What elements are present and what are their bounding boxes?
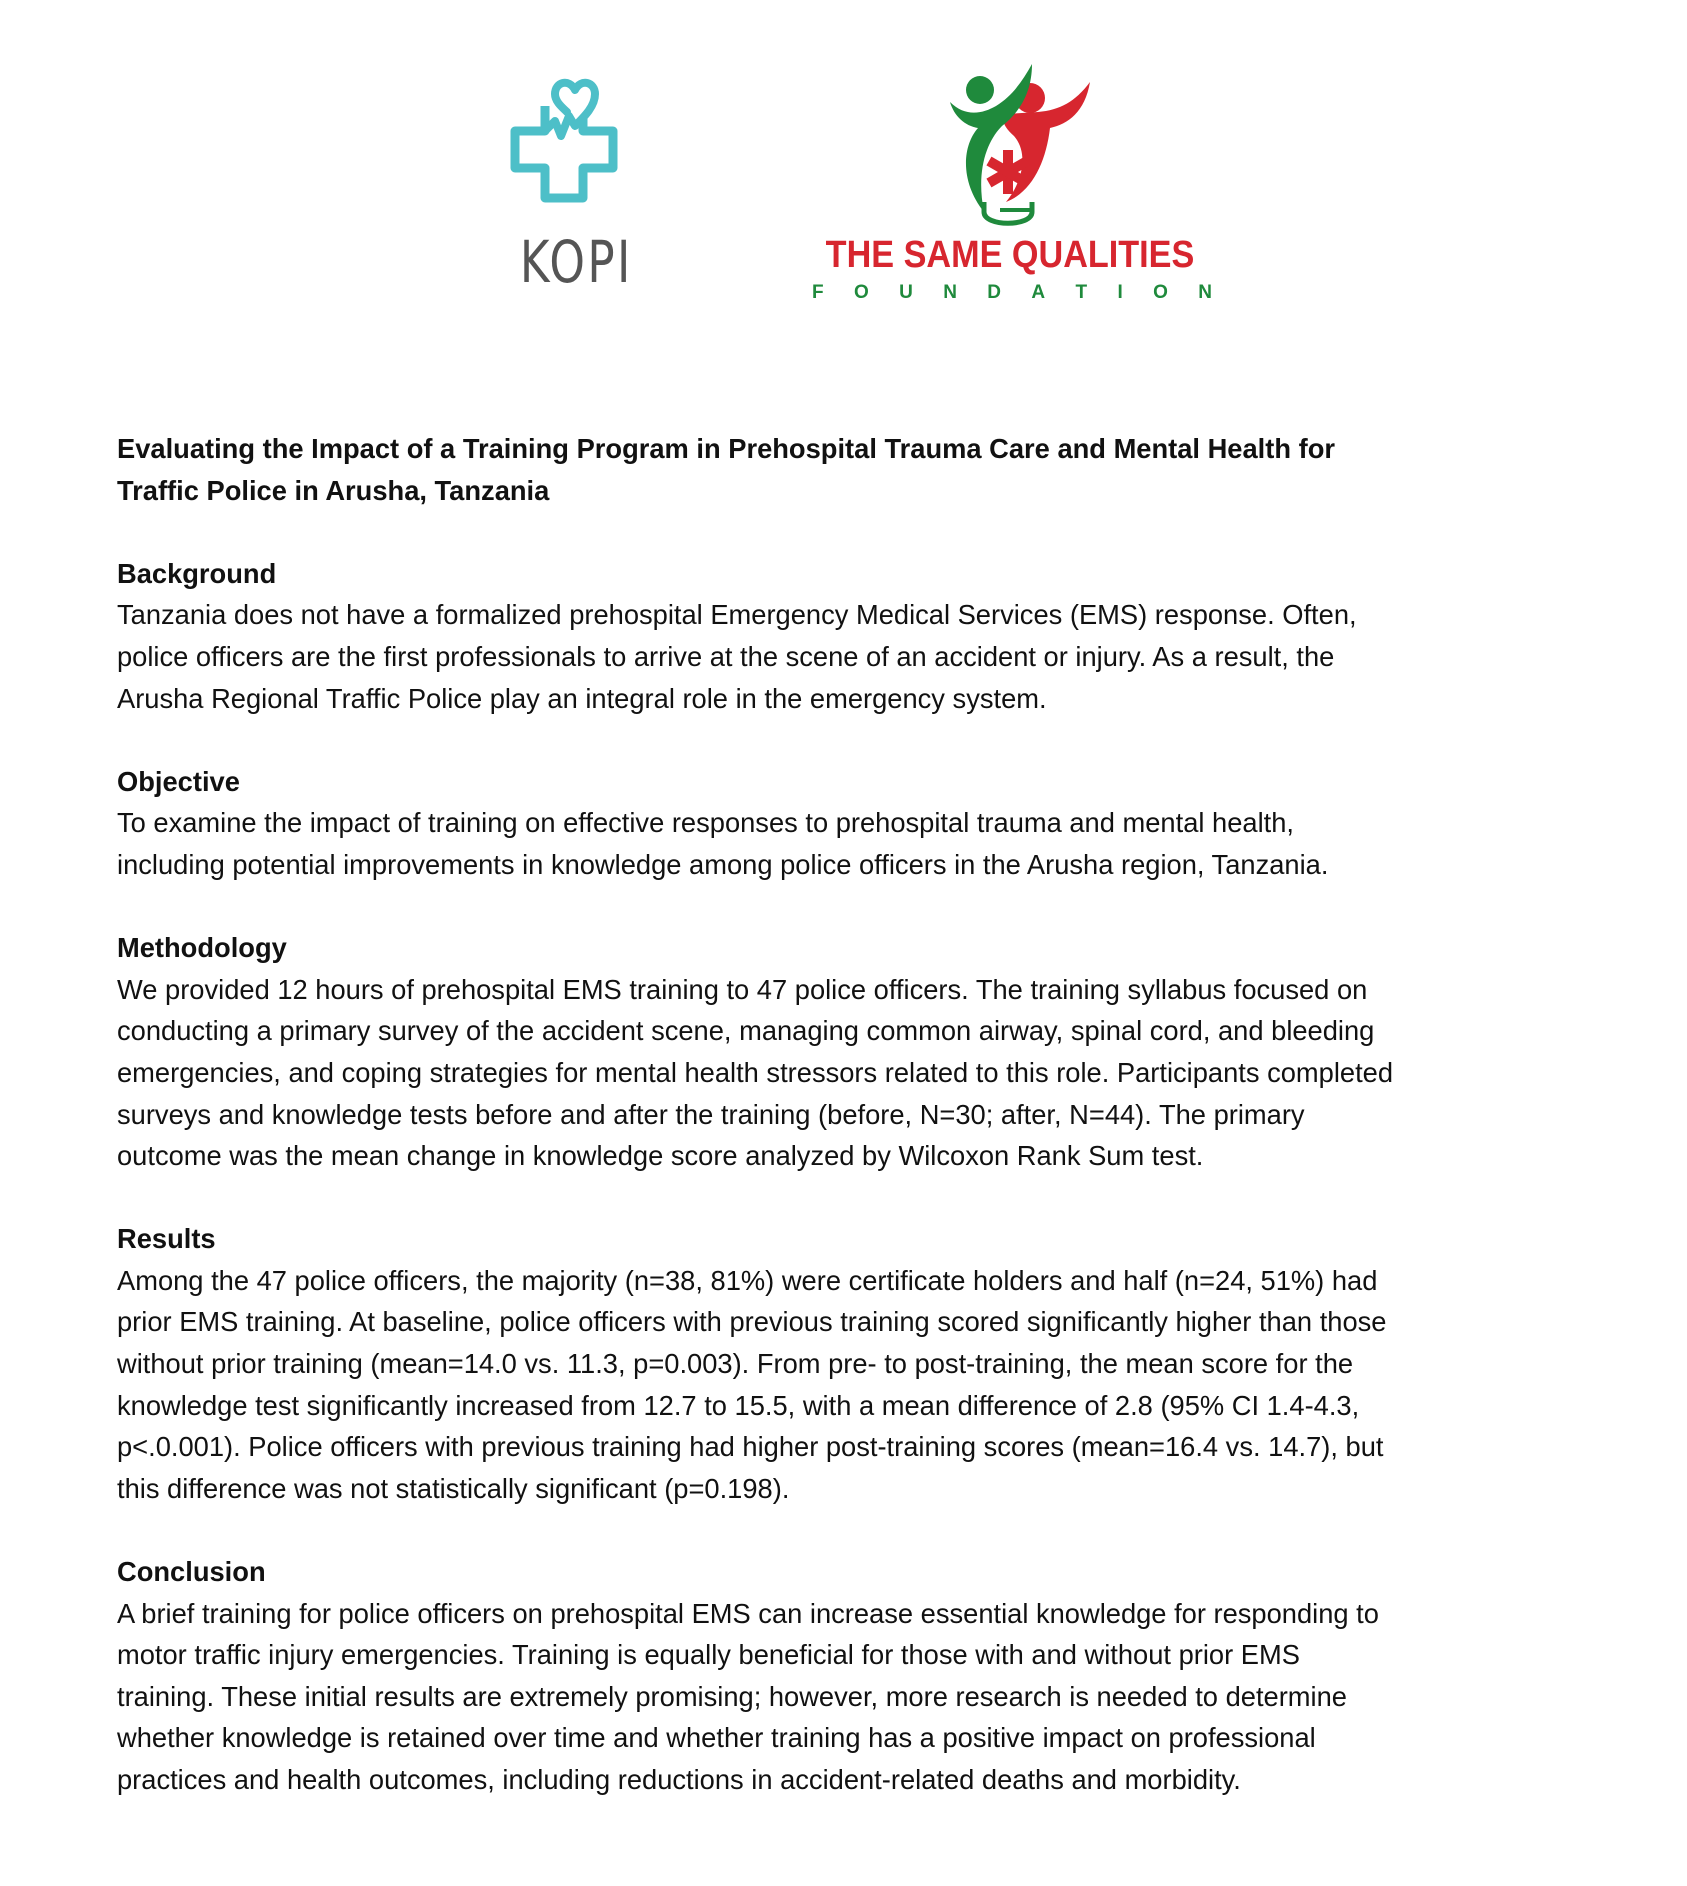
abstract-document: [117, 428, 1617, 1801]
spacer: [117, 719, 1617, 761]
kopi-logo: [505, 76, 640, 296]
spacer: [117, 1509, 1617, 1551]
section-heading: Methodology: [117, 932, 287, 964]
subtitle-letter: I: [1117, 282, 1123, 303]
body-text-line: We provided 12 hours of prehospital EMS training to 47 police officers. The training syllabus focused on: [117, 973, 1368, 1005]
body-text-line: Among the 47 police officers, the majority (n=38, 81%) were certificate holders and half (n=24, 51%) had: [117, 1264, 1378, 1296]
subtitle-letter: O: [853, 282, 869, 303]
body-text-line: training. These initial results are extremely promising; however, more research is needed to determine: [117, 1680, 1347, 1712]
section-heading: Objective: [117, 765, 240, 797]
spacer: [117, 511, 1617, 553]
section-background: [117, 511, 1617, 719]
section-objective: [117, 719, 1617, 885]
subtitle-letter: N: [943, 282, 957, 303]
body-text-line: Tanzania does not have a formalized prehospital Emergency Medical Services (EMS) response. Often,: [117, 599, 1357, 631]
section-heading: Conclusion: [117, 1556, 266, 1588]
subtitle-letter: T: [1075, 282, 1088, 303]
subtitle-letter: A: [1031, 282, 1046, 303]
subtitle-letter: O: [1153, 282, 1168, 303]
body-text-line: without prior training (mean=14.0 vs. 11.3, p=0.003). From pre- to post-training, the mean score for the: [117, 1348, 1354, 1380]
body-text-line: To examine the impact of training on effective responses to prehospital trauma and mental health,: [117, 807, 1294, 839]
foundation-subtitle: [812, 282, 1212, 304]
body-text-line: conducting a primary survey of the accident scene, managing common airway, spinal cord, and bleeding: [117, 1015, 1375, 1047]
foundation-name: THE SAME QUALITIES: [825, 234, 1195, 276]
body-text-line: p<.0.001). Police officers with previous training had higher post-training scores (mean=16.4 vs. 14.7), but: [117, 1431, 1384, 1463]
body-text-line: knowledge test significantly increased from 12.7 to 15.5, with a mean difference of 2.8 (95% CI 1.4-4.3,: [117, 1389, 1360, 1421]
title-line: Evaluating the Impact of a Training Program in Prehospital Trauma Care and Mental Health for: [117, 433, 1335, 464]
body-text-line: prior EMS training. At baseline, police officers with previous training scored significantly higher than those: [117, 1306, 1387, 1338]
body-text-line: outcome was the mean change in knowledge score analyzed by Wilcoxon Rank Sum test.: [117, 1140, 1204, 1172]
body-text-line: this difference was not statistically significant (p=0.198).: [117, 1472, 790, 1504]
subtitle-letter: F: [812, 282, 824, 303]
body-text-line: practices and health outcomes, including reductions in accident-related deaths and morbidity.: [117, 1764, 1241, 1795]
body-text-line: police officers are the first professionals to arrive at the scene of an accident or injury. As a result, the: [117, 640, 1335, 672]
subtitle-letter: U: [899, 282, 913, 303]
kopi-wordmark: KOPI: [519, 228, 633, 296]
subtitle-letter: D: [987, 282, 1002, 303]
body-text-line: whether knowledge is retained over time and whether training has a positive impact on professional: [117, 1722, 1316, 1754]
body-text-line: A brief training for police officers on prehospital EMS can increase essential knowledge for responding to: [117, 1597, 1379, 1629]
same-qualities-foundation-logo: [800, 62, 1220, 307]
section-results: [117, 1177, 1617, 1510]
body-text-line: including potential improvements in knowledge among police officers in the Arusha region, Tanzania.: [117, 848, 1329, 880]
section-heading: Background: [117, 557, 277, 589]
body-text-line: motor traffic injury emergencies. Training is equally beneficial for those with and without prior EMS: [117, 1639, 1300, 1671]
spacer: [117, 886, 1617, 928]
medical-cross-heart-icon: [505, 76, 640, 226]
body-text-line: surveys and knowledge tests before and after the training (before, N=30; after, N=44). The primary: [117, 1098, 1305, 1130]
section-conclusion: [117, 1509, 1617, 1800]
section-heading: Results: [117, 1223, 216, 1255]
two-people-star-of-life-icon: [800, 62, 1220, 232]
spacer: [117, 1177, 1617, 1219]
body-text-line: emergencies, and coping strategies for mental health stressors related to this role. Participants completed: [117, 1056, 1394, 1088]
title-line: Traffic Police in Arusha, Tanzania: [117, 474, 550, 506]
section-methodology: [117, 886, 1617, 1177]
body-text-line: Arusha Regional Traffic Police play an integral role in the emergency system.: [117, 682, 1047, 714]
subtitle-letter: N: [1198, 282, 1212, 303]
